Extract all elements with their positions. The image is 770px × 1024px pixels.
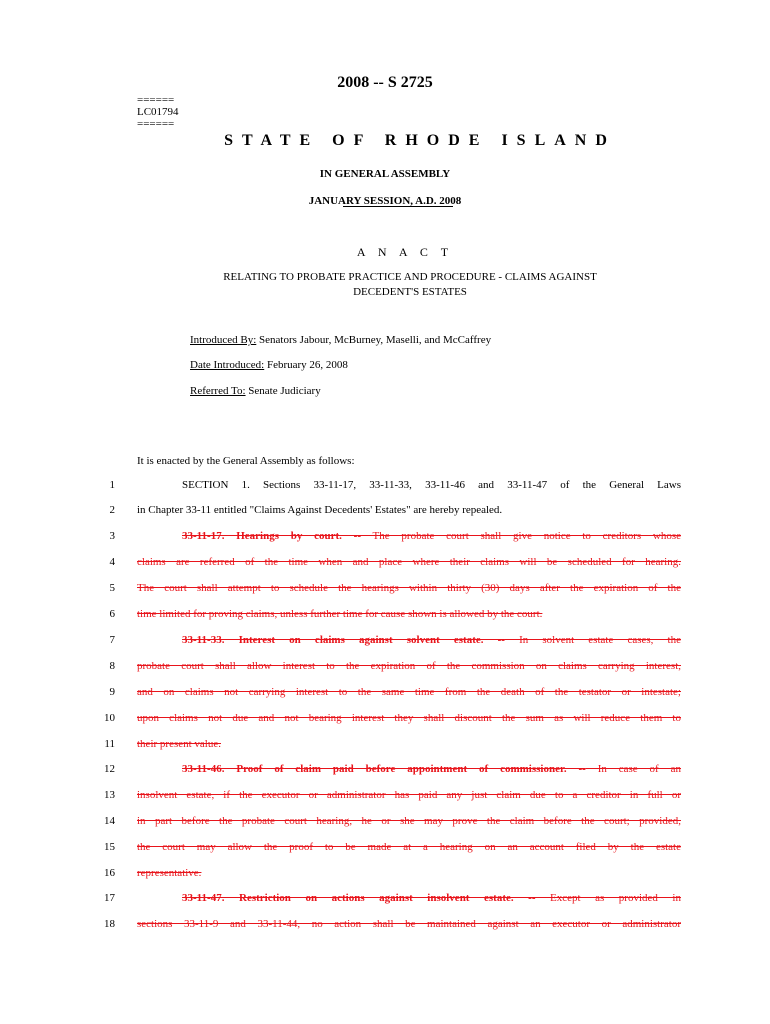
line-body: In solvent estate cases, the <box>504 634 681 646</box>
line-number: 3 <box>109 530 115 542</box>
introduced-by-label: Introduced By: <box>190 334 257 346</box>
bill-number: 2008 -- S 2725 <box>337 74 433 91</box>
line-body: the court may allow the proof to be made at a hearing on an account filed by the estate <box>137 841 681 853</box>
line-text <box>137 479 681 491</box>
introduced-by-value: Senators Jabour, McBurney, Maselli, and McCaffrey <box>256 334 492 346</box>
line-body: sections 33-11-9 and 33-11-44, no action shall be maintained against an executor or administrator <box>137 918 681 930</box>
lc-rule-top: ====== <box>137 94 175 106</box>
line-body: The court shall attempt to schedule the hearings within thirty (30) days after the expiration of the <box>137 582 681 594</box>
line-text <box>137 738 681 750</box>
bill-line-9 <box>0 686 770 704</box>
bill-line-4 <box>0 556 770 574</box>
line-number: 18 <box>104 918 115 930</box>
bill-line-15 <box>0 841 770 859</box>
bill-line-16 <box>0 867 770 885</box>
bill-line-5 <box>0 582 770 600</box>
line-body: in part before the probate court hearing, he or she may prove the claim before the court; provided, <box>137 815 681 827</box>
act-title <box>0 270 770 300</box>
line-number: 17 <box>104 892 115 904</box>
date-introduced-label: Date Introduced: <box>190 359 265 371</box>
line-body: claims are referred of the time when and place where their claims will be scheduled for hearing. <box>137 556 681 568</box>
act-title-line1: RELATING TO PROBATE PRACTICE AND PROCEDURE - CLAIMS AGAINST <box>223 271 597 283</box>
lc-rule-bottom: ====== <box>137 118 175 130</box>
divider-rule <box>343 206 453 207</box>
act-heading: A N A C T <box>356 245 454 259</box>
line-number: 1 <box>109 479 115 491</box>
referred-to <box>190 385 321 397</box>
line-number: 4 <box>109 556 115 568</box>
line-text <box>137 918 681 930</box>
bill-line-18 <box>0 918 770 936</box>
bill-line-14 <box>0 815 770 833</box>
line-text <box>137 530 681 542</box>
line-body: probate court shall allow interest to the expiration of the commission on claims carrying interest, <box>137 660 681 672</box>
bill-line-3 <box>0 530 770 548</box>
line-body: time limited for proving claims, unless further time for cause shown is allowed by the court. <box>137 608 543 620</box>
line-text <box>137 867 681 879</box>
line-number: 14 <box>104 815 115 827</box>
line-body: their present value. <box>137 738 221 750</box>
act-title-line2: DECEDENT'S ESTATES <box>353 286 467 298</box>
bill-line-8 <box>0 660 770 678</box>
section-heading: 33-11-17. Hearings by court. -- <box>182 530 361 542</box>
line-number: 10 <box>104 712 115 724</box>
enacting-clause: It is enacted by the General Assembly as follows: <box>137 455 355 467</box>
line-number: 6 <box>109 608 115 620</box>
line-text <box>137 556 681 568</box>
line-body: In case of an <box>585 763 681 775</box>
line-text <box>137 815 681 827</box>
line-number: 15 <box>104 841 115 853</box>
line-text <box>137 660 681 672</box>
line-text <box>137 504 681 516</box>
bill-line-2 <box>0 504 770 522</box>
line-text <box>137 608 681 620</box>
session-heading: JANUARY SESSION, A.D. 2008 <box>308 195 462 207</box>
line-body: in Chapter 33-11 entitled "Claims Against Decedents' Estates" are hereby repealed. <box>137 504 503 516</box>
date-introduced <box>190 359 348 371</box>
date-introduced-value: February 26, 2008 <box>264 359 348 371</box>
line-body: upon claims not due and not bearing interest they shall discount the sum as will reduce them to <box>137 712 681 724</box>
bill-line-12 <box>0 763 770 781</box>
line-number: 9 <box>109 686 115 698</box>
line-text <box>137 634 681 646</box>
bill-line-6 <box>0 608 770 626</box>
lc-code: LC01794 <box>137 106 179 118</box>
bill-line-7 <box>0 634 770 652</box>
line-body: The probate court shall give notice to creditors whose <box>361 530 681 542</box>
line-number: 8 <box>109 660 115 672</box>
line-text <box>137 841 681 853</box>
section-heading: 33-11-47. Restriction on actions against insolvent estate. -- <box>182 892 536 904</box>
bill-line-13 <box>0 789 770 807</box>
state-heading: STATE OF RHODE ISLAND <box>224 132 616 149</box>
line-body: SECTION 1. Sections 33-11-17, 33-11-33, 33-11-46 and 33-11-47 of the General Laws <box>182 479 681 491</box>
bill-line-1 <box>0 479 770 497</box>
bill-line-11 <box>0 738 770 756</box>
section-heading: 33-11-46. Proof of claim paid before appointment of commissioner. -- <box>182 763 586 775</box>
line-text <box>137 686 681 698</box>
line-text <box>137 763 681 775</box>
line-number: 16 <box>104 867 115 879</box>
line-body: and on claims not carrying interest to the same time from the death of the testator or intestate; <box>137 686 681 698</box>
line-number: 13 <box>104 789 115 801</box>
line-body: Except as provided in <box>535 892 681 904</box>
assembly-heading: IN GENERAL ASSEMBLY <box>319 168 451 180</box>
line-text <box>137 789 681 801</box>
referred-to-value: Senate Judiciary <box>245 385 321 397</box>
introduced-by <box>190 334 491 346</box>
line-number: 7 <box>109 634 115 646</box>
bill-line-17 <box>0 892 770 910</box>
line-text <box>137 582 681 594</box>
line-body: insolvent estate, if the executor or administrator has paid any just claim due to a creditor in full or <box>137 789 681 801</box>
bill-line-10 <box>0 712 770 730</box>
line-number: 12 <box>104 763 115 775</box>
line-number: 2 <box>109 504 115 516</box>
line-text <box>137 892 681 904</box>
line-number: 5 <box>109 582 115 594</box>
line-text <box>137 712 681 724</box>
section-heading: 33-11-33. Interest on claims against solvent estate. -- <box>182 634 505 646</box>
line-body: representative. <box>137 867 202 879</box>
line-number: 11 <box>104 738 115 750</box>
referred-to-label: Referred To: <box>190 385 246 397</box>
